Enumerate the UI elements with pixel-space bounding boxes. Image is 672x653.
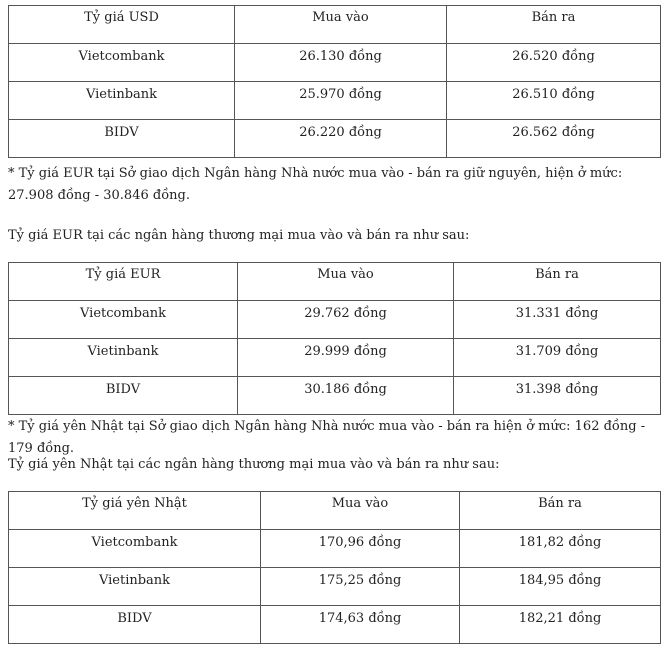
- jpy-intro-paragraph: Tỷ giá yên Nhật tại các ngân hàng thương mại mua vào và bán ra như sau:: [8, 457, 500, 472]
- header-cell: Bán ra: [447, 6, 661, 44]
- jpy-note-paragraph: * Tỷ giá yên Nhật tại Sở giao dịch Ngân hàng Nhà nước mua vào - bán ra hiện ở mức: 162 đồng - 179 đồng.: [8, 419, 646, 456]
- buy-rate-cell: 170,96 đồng: [261, 530, 460, 568]
- eur-rate-table: [8, 262, 661, 415]
- header-cell: Mua vào: [261, 492, 460, 530]
- buy-rate-cell: 29.999 đồng: [238, 339, 454, 377]
- eur-note-paragraph: * Tỷ giá EUR tại Sở giao dịch Ngân hàng Nhà nước mua vào - bán ra giữ nguyên, hiện ở mức: 27.908 đồng - 30.846 đồng.: [8, 166, 623, 203]
- table-row: [9, 606, 661, 644]
- sell-rate-cell: 26.520 đồng: [447, 44, 661, 82]
- eur-intro-paragraph: Tỷ giá EUR tại các ngân hàng thương mại mua vào và bán ra như sau:: [8, 228, 470, 243]
- sell-rate-cell: 26.562 đồng: [447, 120, 661, 158]
- header-cell: Mua vào: [238, 263, 454, 301]
- table-row: [9, 120, 661, 158]
- table-header-row: [9, 263, 661, 301]
- table-row: [9, 339, 661, 377]
- usd-rate-table: [8, 5, 661, 158]
- header-cell: Mua vào: [235, 6, 447, 44]
- sell-rate-cell: 181,82 đồng: [460, 530, 661, 568]
- table-row: [9, 377, 661, 415]
- bank-name-cell: Vietinbank: [9, 568, 261, 606]
- buy-rate-cell: 174,63 đồng: [261, 606, 460, 644]
- sell-rate-cell: 31.331 đồng: [454, 301, 661, 339]
- jpy-rate-table: [8, 491, 661, 644]
- table-row: [9, 530, 661, 568]
- buy-rate-cell: 26.220 đồng: [235, 120, 447, 158]
- header-cell: Bán ra: [460, 492, 661, 530]
- sell-rate-cell: 31.398 đồng: [454, 377, 661, 415]
- bank-name-cell: BIDV: [9, 606, 261, 644]
- sell-rate-cell: 184,95 đồng: [460, 568, 661, 606]
- bank-name-cell: Vietcombank: [9, 301, 238, 339]
- bank-name-cell: Vietinbank: [9, 339, 238, 377]
- table-header-row: [9, 492, 661, 530]
- bank-name-cell: Vietcombank: [9, 44, 235, 82]
- buy-rate-cell: 25.970 đồng: [235, 82, 447, 120]
- table-row: [9, 568, 661, 606]
- buy-rate-cell: 30.186 đồng: [238, 377, 454, 415]
- sell-rate-cell: 26.510 đồng: [447, 82, 661, 120]
- table-header-row: [9, 6, 661, 44]
- buy-rate-cell: 29.762 đồng: [238, 301, 454, 339]
- bank-name-cell: BIDV: [9, 120, 235, 158]
- header-cell: Tỷ giá EUR: [9, 263, 238, 301]
- header-cell: Bán ra: [454, 263, 661, 301]
- table-row: [9, 301, 661, 339]
- sell-rate-cell: 182,21 đồng: [460, 606, 661, 644]
- table-row: [9, 44, 661, 82]
- bank-name-cell: BIDV: [9, 377, 238, 415]
- header-cell: Tỷ giá yên Nhật: [9, 492, 261, 530]
- buy-rate-cell: 26.130 đồng: [235, 44, 447, 82]
- buy-rate-cell: 175,25 đồng: [261, 568, 460, 606]
- bank-name-cell: Vietinbank: [9, 82, 235, 120]
- bank-name-cell: Vietcombank: [9, 530, 261, 568]
- header-cell: Tỷ giá USD: [9, 6, 235, 44]
- sell-rate-cell: 31.709 đồng: [454, 339, 661, 377]
- table-row: [9, 82, 661, 120]
